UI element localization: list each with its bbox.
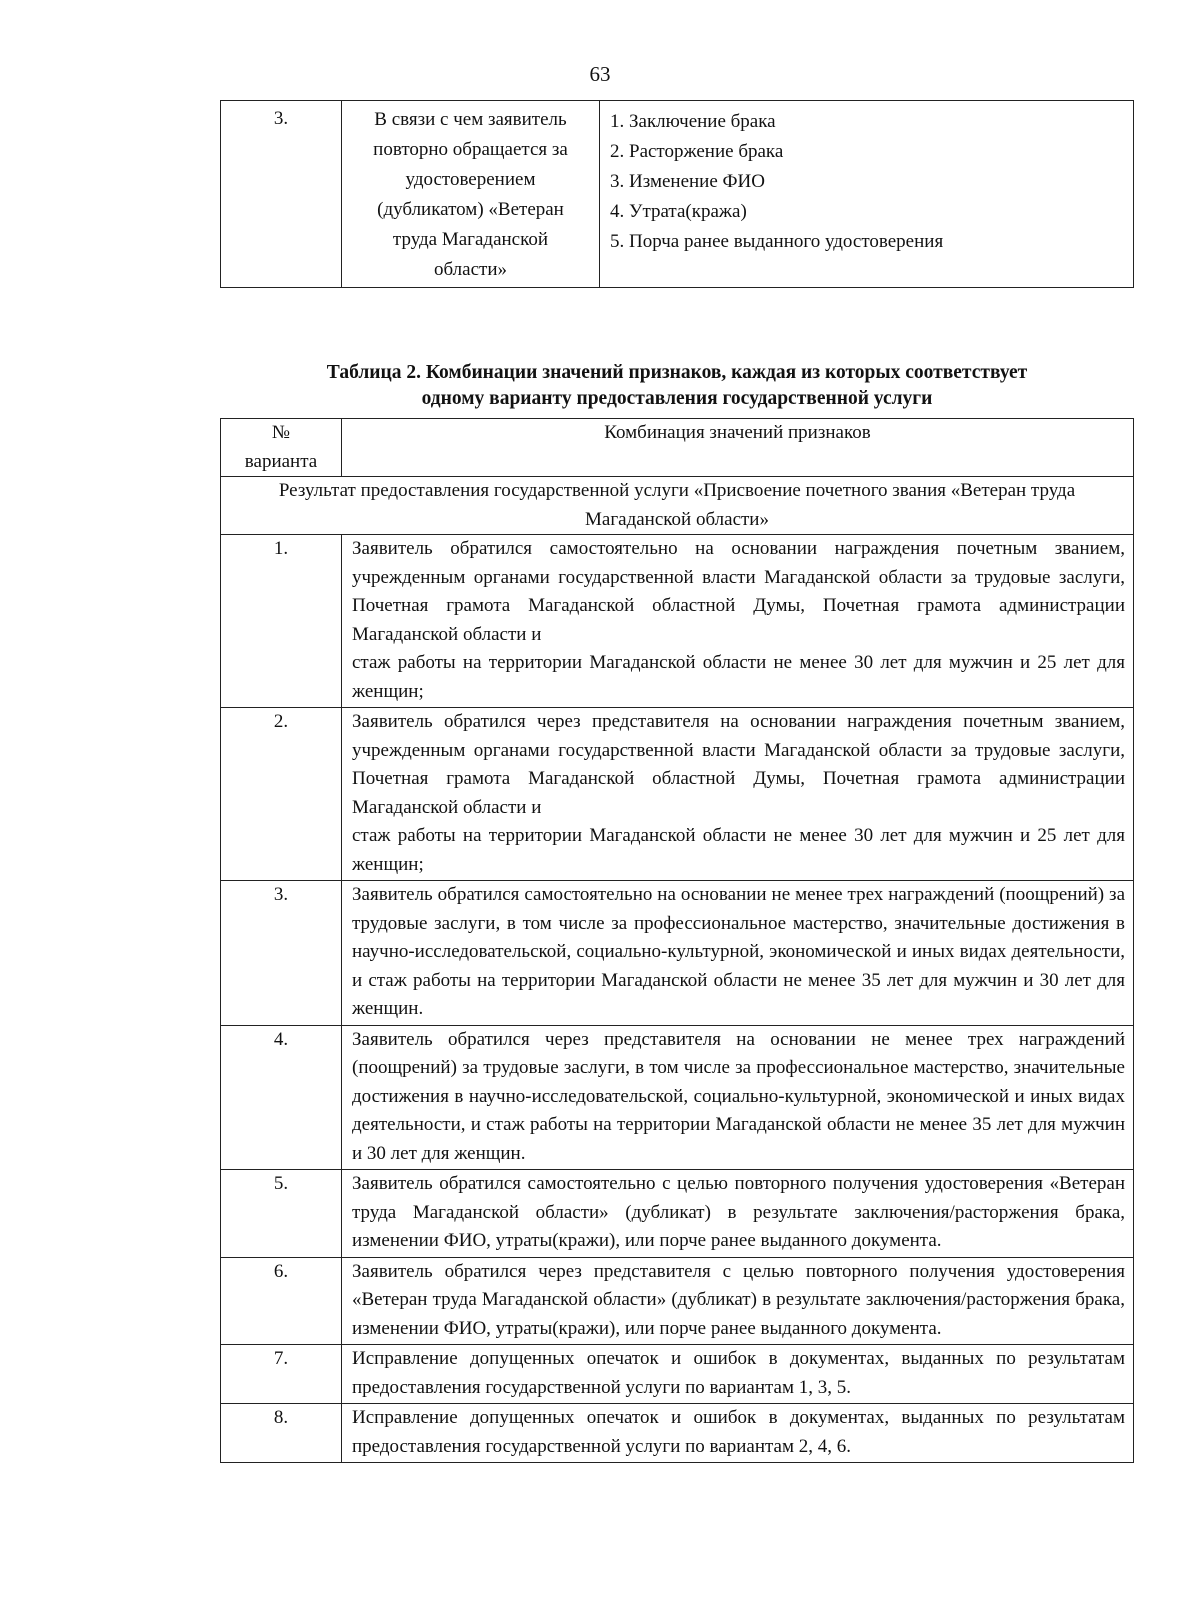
table-1-continuation [220, 100, 1134, 288]
variant-description: Заявитель обратился самостоятельно на основании не менее трех награждений (поощрений) за трудовые заслуги, в том числе за профессиональное мастерство, значительные достижения в научно-исследовательской, социально-культурной, экономической и иных видах деятельности, и стаж работы на территории Магаданской области не менее 35 лет для мужчин и 30 лет для женщин. [342, 881, 1134, 1026]
variant-description [342, 708, 1134, 881]
question-line: (дубликатом) «Ветеран [377, 199, 564, 220]
question-line: области» [433, 259, 507, 280]
question-line: труда Магаданской [392, 229, 549, 250]
question-line: В связи с чем заявитель [374, 109, 567, 130]
variant-number: 8. [221, 1404, 342, 1463]
variant-text-continued: стаж работы на территории Магаданской области не менее 30 лет для мужчин и 25 лет для женщин; [352, 652, 1125, 702]
table-row [221, 1257, 1134, 1345]
header-combination: Комбинация значений признаков [342, 419, 1134, 477]
variant-number: 6. [221, 1257, 342, 1345]
option-item: 1. Заключение брака [610, 111, 776, 132]
table-row [221, 1404, 1134, 1463]
question-cell [342, 101, 600, 288]
table-row [221, 535, 1134, 708]
group-row [221, 477, 1134, 535]
option-item: 4. Утрата(кража) [610, 201, 747, 222]
page-number: 63 [589, 62, 611, 86]
table-row [221, 1345, 1134, 1404]
option-item: 3. Изменение ФИО [610, 171, 765, 192]
table-row [221, 1025, 1134, 1170]
table-2 [220, 418, 1134, 1463]
group-title: Результат предоставления государственной услуги «Присвоение почетного звания «Ветеран труда Магаданской области» [221, 477, 1134, 535]
table-2-title [220, 360, 1134, 412]
variant-text: Заявитель обратился самостоятельно на основании награждения почетным званием, учрежденным органами государственной власти Магаданской области за трудовые заслуги, Почетная грамота Магаданской областной Думы, Почетная грамота администрации Магаданской области и [352, 538, 1125, 645]
question-line: повторно обращается за [373, 139, 568, 160]
table-row [221, 708, 1134, 881]
header-num-symbol: № [271, 422, 291, 443]
options-cell [600, 101, 1134, 288]
variant-description: Заявитель обратился самостоятельно с целью повторного получения удостоверения «Ветеран труда Магаданской области» (дубликат) в результате заключения/расторжения брака, изменении ФИО, утраты(кражи), или порче ранее выданного документа. [342, 1170, 1134, 1258]
variant-description: Заявитель обратился через представителя на основании не менее трех награждений (поощрений) за трудовые заслуги, в том числе за профессиональное мастерство, значительные достижения в научно-исследовательской, социально-культурной, экономической и иных видах деятельности, и стаж работы на территории Магаданской области не менее 35 лет для мужчин и 30 лет для женщин. [342, 1025, 1134, 1170]
variant-number: 3. [221, 881, 342, 1026]
table-header-row [221, 419, 1134, 477]
table-row [221, 881, 1134, 1026]
variant-description: Исправление допущенных опечаток и ошибок в документах, выданных по результатам предоставления государственной услуги по вариантам 2, 4, 6. [342, 1404, 1134, 1463]
question-line: удостоверением [405, 169, 536, 190]
variant-number: 2. [221, 708, 342, 881]
variant-description: Заявитель обратился через представителя с целью повторного получения удостоверения «Ветеран труда Магаданской области» (дубликат) в результате заключения/расторжения брака, изменении ФИО, утраты(кражи), или порче ранее выданного документа. [342, 1257, 1134, 1345]
table-row [221, 101, 1134, 288]
option-item: 5. Порча ранее выданного удостоверения [610, 231, 944, 252]
header-num-label: варианта [244, 450, 318, 472]
variant-number: 1. [221, 535, 342, 708]
table-2-title-line: одному варианту предоставления государственной услуги [421, 388, 933, 409]
header-variant-number [221, 419, 342, 477]
option-item: 2. Расторжение брака [610, 141, 784, 162]
variant-text: Заявитель обратился через представителя на основании награждения почетным званием, учрежденным органами государственной власти Магаданской области за трудовые заслуги, Почетная грамота Магаданской областной Думы, Почетная грамота администрации Магаданской области и [352, 711, 1125, 818]
table-2-title-line: Таблица 2. Комбинации значений признаков, каждая из которых соответствует [326, 362, 1028, 383]
variant-description [342, 535, 1134, 708]
variant-description: Исправление допущенных опечаток и ошибок в документах, выданных по результатам предоставления государственной услуги по вариантам 1, 3, 5. [342, 1345, 1134, 1404]
table-row [221, 1170, 1134, 1258]
variant-number: 4. [221, 1025, 342, 1170]
row-number: 3. [221, 101, 342, 288]
variant-number: 7. [221, 1345, 342, 1404]
variant-text-continued: стаж работы на территории Магаданской области не менее 30 лет для мужчин и 25 лет для женщин; [352, 825, 1125, 875]
variant-number: 5. [221, 1170, 342, 1258]
